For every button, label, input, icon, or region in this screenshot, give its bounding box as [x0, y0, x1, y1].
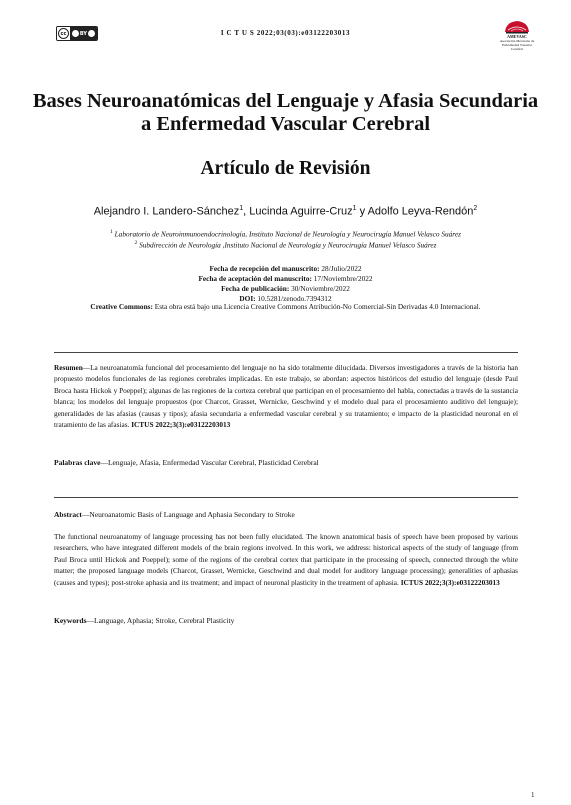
author-name: Lucinda Aguirre-Cruz — [249, 205, 353, 218]
author-affiliation-mark: 1 — [239, 205, 244, 212]
abstract-heading: Abstract—Neuroanatomic Basis of Language and Aphasia Secondary to Stroke — [54, 510, 295, 519]
abstract-paragraph: The functional neuroanatomy of language processing has not been fully elucidated. The known anatomical basis of speech have been proposed by various researchers, who have integrated different models of the brain regions involved. In this work, we address: historical aspects of the study of language (from Paul Broca until Hickok and Poeppel); some of the regions of the cerebral cortex that participate in the processing of speech, connected through the white matter; the proposed language models (Charcot, Grasset, Wernicke, Geschwind and dual model for auditory language processing); generalities of aphasias (causes and types); post-stroke aphasia and its treatment; and impact of neuronal plasticity in the treatment of aphasia. ICTUS 2022;3(3):e03122203013 — [54, 532, 518, 587]
logo-subtitle: Asociación Mexicana de Enfermedad Vascular Cerebral — [499, 39, 535, 51]
author-affiliation-mark: 2 — [473, 205, 478, 212]
resumen-paragraph: Resumen—La neuroanatomía funcional del procesamiento del lenguaje no ha sido totalmente dilucidada. Diversos investigadores a través de la historia han propuesto modelos funcionales de las regiones cerebrales implicadas. En este trabajo, se abordan: aspectos históricos del estudio del lenguaje (desde Paul Broca hasta Hickok y Poeppel); algunas de las regiones de la corteza cerebral que participan en el procesamiento del habla, conectadas a través de la sustancia blanca; los modelos del lenguaje propuestos (por Charcot, Grasset, Wernicke, Geschwind y el modelo dual para el procesamiento auditivo del lenguaje); generalidades de las afasias (causas y tipos); afasia secundaria a enfermedad vascular cerebral y su tratamiento; e impacto de la plasticidad neuronal en el tratamiento de las afasias. ICTUS 2022;3(3):e03122203013 — [54, 363, 518, 430]
article-type: Artículo de Revisión — [200, 158, 371, 179]
cc-license-badge-icon: cc BY — [56, 26, 98, 41]
page-number: 1 — [531, 791, 535, 799]
journal-identifier: I C T U S 2022;03(03):e03122203013 — [220, 29, 351, 37]
resumen-label: Resumen — [54, 363, 83, 372]
publication-dates: Fecha de recepción del manuscrito: 28/Julio/2022 Fecha de aceptación del manuscrito: 17/Noviembre/2022 Fecha de publicación: 30/Noviembre/2022 DOI: 10.5281/zenodo.7394312 — [198, 264, 373, 303]
affiliation: $^1$ Laboratorio de Neuroinmunoendocrinología, Instituto Nacional de Neurología y Neurocirugía Manuel Velasco Suárez — [110, 229, 461, 239]
published-date: 30/Noviembre/2022 — [291, 284, 350, 293]
accepted-date: 17/Noviembre/2022 — [313, 274, 373, 283]
author-name: Alejandro I. Landero-Sánchez — [93, 205, 240, 218]
section-divider — [54, 352, 518, 353]
logo-caption — [496, 35, 538, 51]
abstract-citation: ICTUS 2022;3(3):e03122203013 — [400, 577, 500, 587]
keywords: Keywords—Language, Aphasia; Stroke, Cerebral Plasticity — [54, 616, 235, 625]
logo-name: AMEVASC — [507, 34, 527, 39]
received-date: 28/Julio/2022 — [321, 264, 362, 273]
author-affiliation-mark: 1 — [352, 205, 357, 212]
title-line-1: Bases Neuroanatómicas del Lenguaje y Afasia Secundaria — [32, 90, 539, 112]
article-title — [30, 90, 541, 136]
doi-link: 10.5281/zenodo.7394312 — [257, 294, 332, 303]
section-divider — [54, 497, 518, 498]
creative-commons-notice: Creative Commons: Esta obra está bajo una Licencia Creative Commons Atribución-No Comercial-Sin Derivadas 4.0 Internacional. — [90, 302, 481, 311]
title-line-2: a Enfermedad Vascular Cerebral — [140, 113, 431, 135]
author-list: Alejandro I. Landero-Sánchez$^1$, Lucinda Aguirre-Cruz$^1$ y Adolfo Leyva-Rendón$^2$ — [93, 205, 478, 218]
resumen-citation: ICTUS 2022;3(3):e03122203013 — [131, 420, 231, 430]
affiliation: $^2$ Subdirección de Neurología ,Instituto Nacional de Neurología y Neurocirugía Manuel Velasco Suárez — [134, 240, 437, 250]
palabras-clave: Palabras clave—Lenguaje, Afasia, Enfermedad Vascular Cerebral, Plasticidad Cerebral — [54, 458, 319, 467]
author-name: Adolfo Leyva-Rendón — [367, 205, 474, 218]
